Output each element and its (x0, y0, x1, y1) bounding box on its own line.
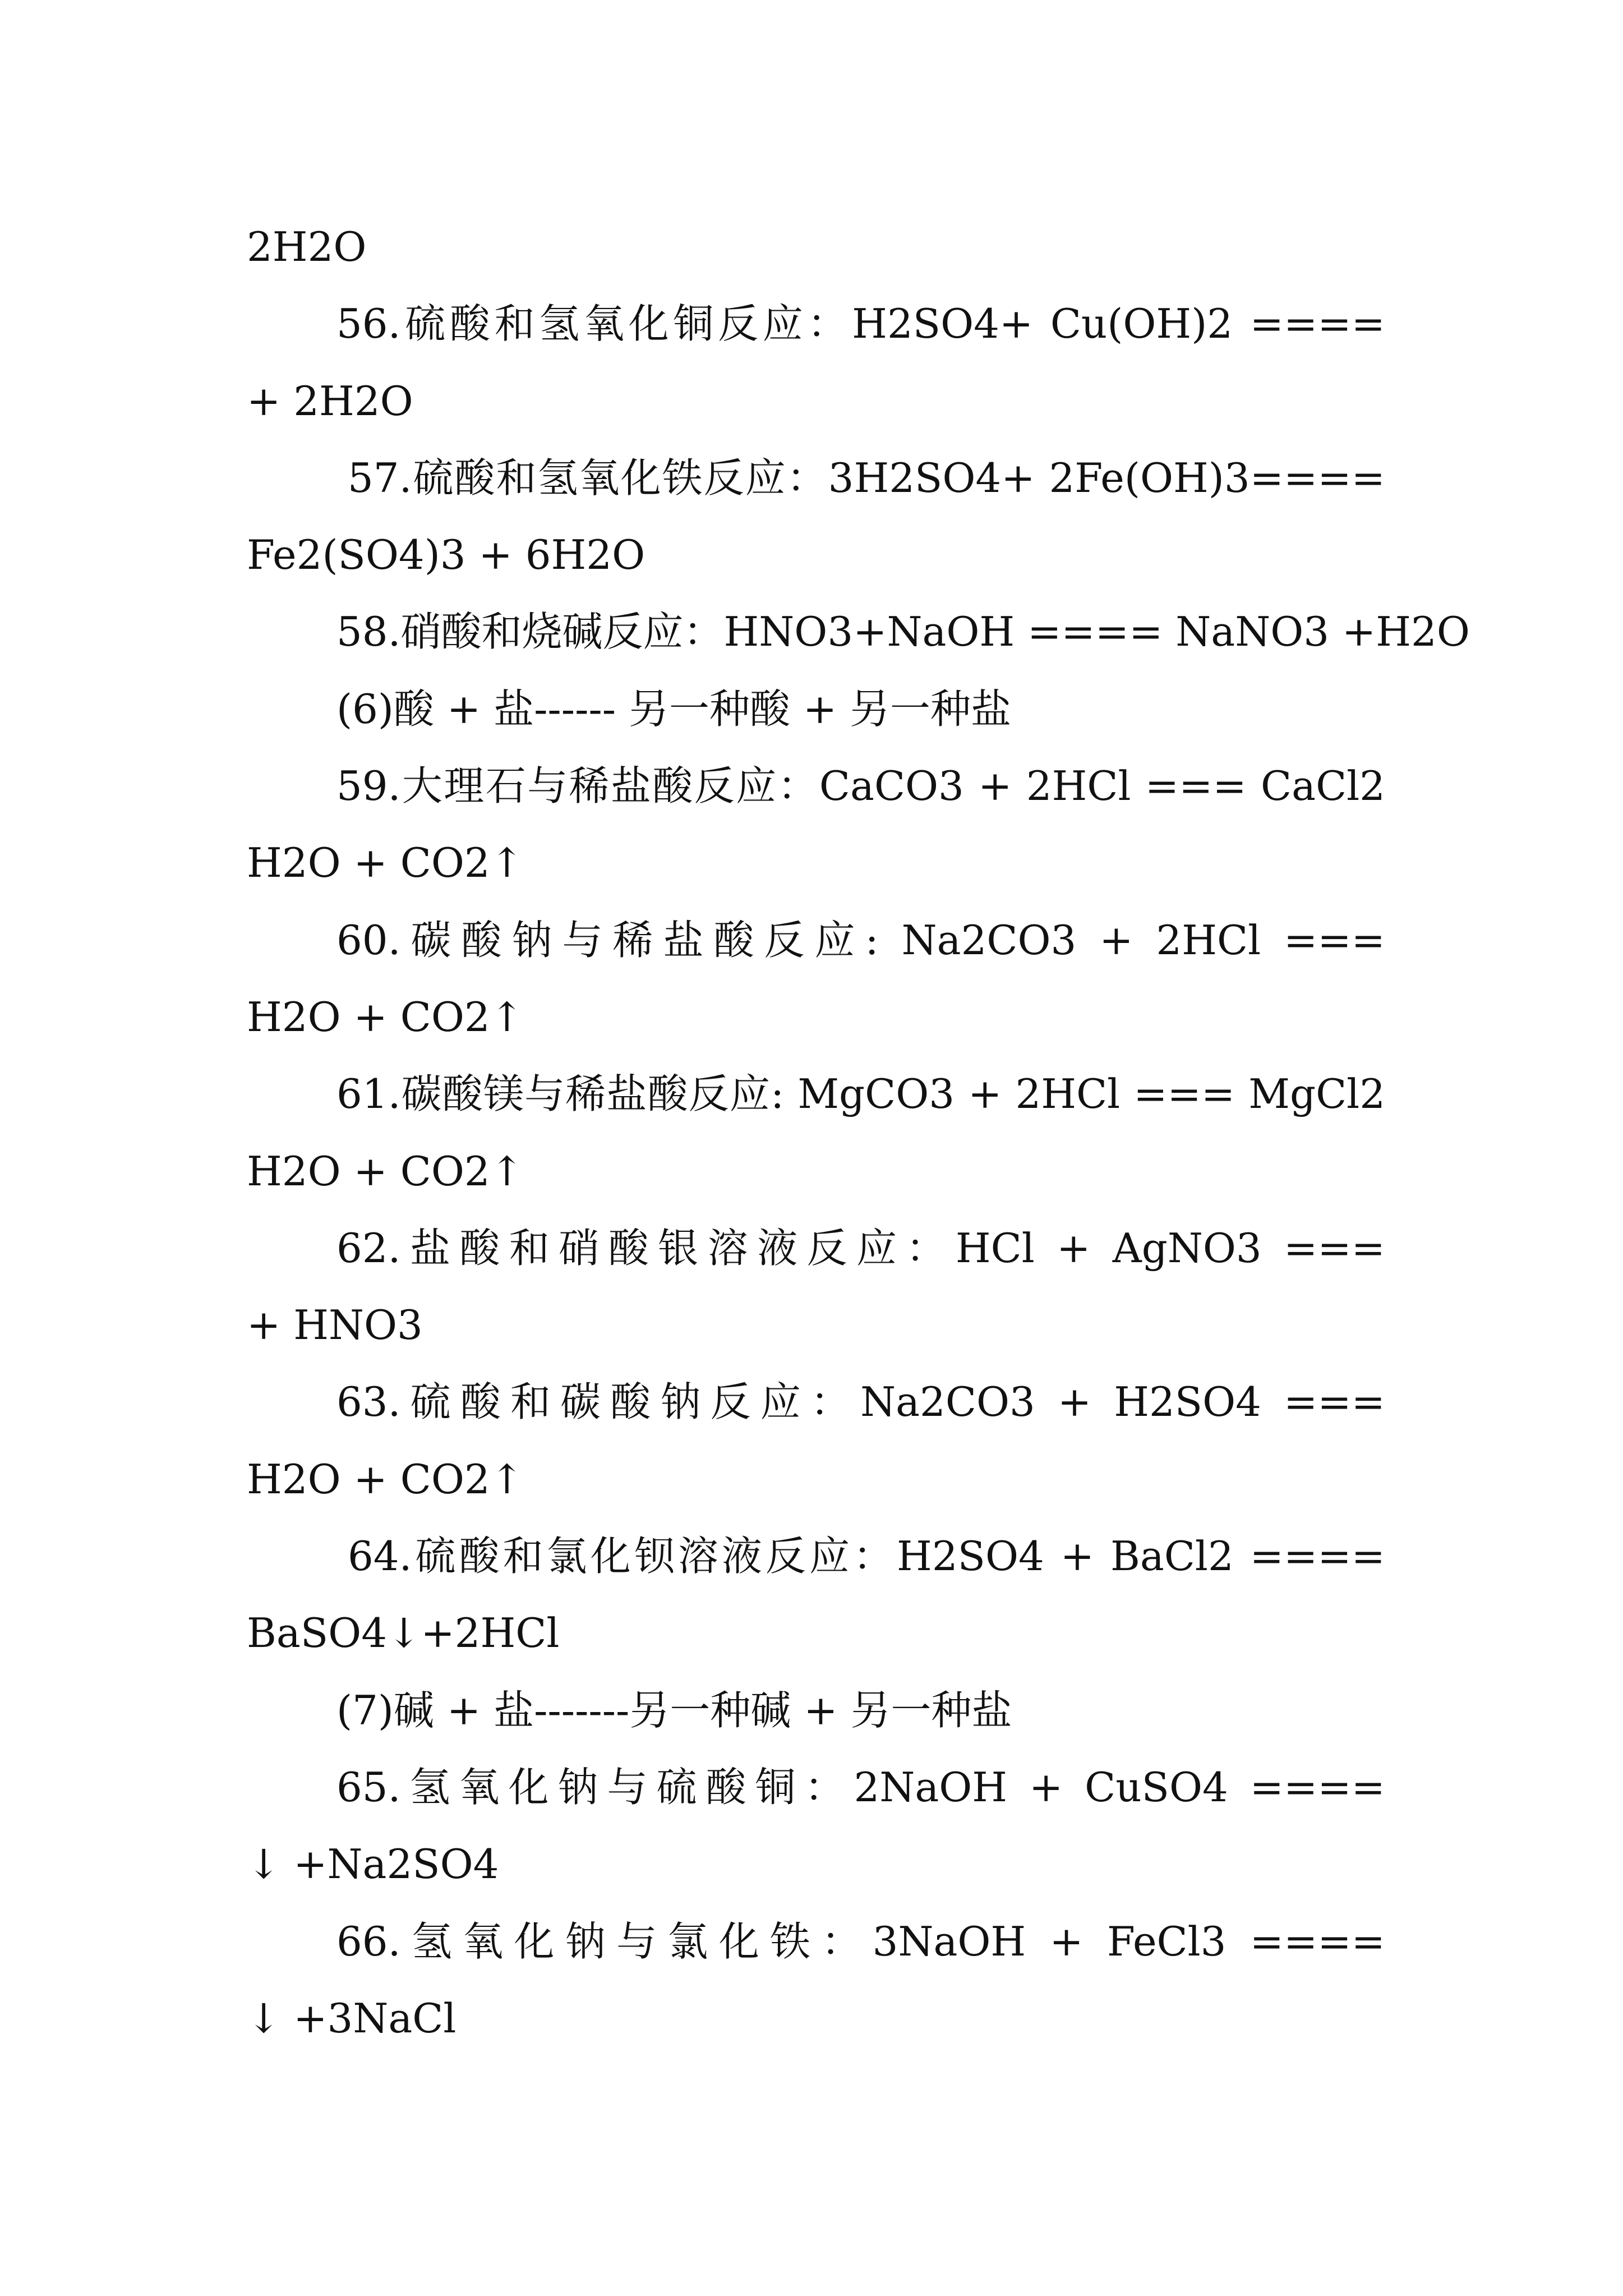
equation-61-line: 61.碳酸镁与稀盐酸反应: MgCO3 + 2HCl === MgCl2 (336, 1070, 1385, 1118)
equation-62-line: 62.盐酸和硝酸银溶液反应：HCl + AgNO3 === (336, 1224, 1385, 1272)
equation-58-line: 58.硝酸和烧碱反应：HNO3+NaOH ==== NaNO3 +H2O (336, 608, 1470, 656)
equation-57-line: 57.硫酸和氢氧化铁反应：3H2SO4+ 2Fe(OH)3==== (348, 454, 1385, 501)
text-line: ↓ +Na2SO4 (247, 1841, 499, 1888)
text-line: 2H2O (247, 223, 367, 270)
equation-59-line: 59.大理石与稀盐酸反应：CaCO3 + 2HCl === CaCl2 (336, 762, 1385, 810)
equation-64-line: 64.硫酸和氯化钡溶液反应：H2SO4 + BaCl2 ==== (348, 1533, 1385, 1580)
equation-56-line: 56.硫酸和氢氧化铜反应：H2SO4+ Cu(OH)2 ==== (336, 300, 1385, 348)
text-line: + 2H2O (247, 377, 413, 425)
equation-66-line: 66.氢氧化钠与氯化铁：3NaOH + FeCl3 ==== (336, 1917, 1385, 1965)
text-line: ↓ +3NaCl (247, 1994, 457, 2042)
text-line: BaSO4↓+2HCl (247, 1609, 560, 1657)
text-line: H2O + CO2↑ (247, 1147, 524, 1195)
text-line: H2O + CO2↑ (247, 993, 524, 1041)
equation-60-line: 60.碳酸钠与稀盐酸反应: Na2CO3 + 2HCl === (336, 916, 1385, 964)
equation-65-line: 65.氢氧化钠与硫酸铜：2NaOH + CuSO4 ==== (336, 1763, 1385, 1811)
text-line: H2O + CO2↑ (247, 839, 524, 887)
text-line: Fe2(SO4)3 + 6H2O (247, 531, 645, 579)
document-body (247, 209, 1470, 2057)
equation-63-line: 63.硫酸和碳酸钠反应：Na2CO3 + H2SO4 === (336, 1378, 1385, 1426)
section-heading-6: (6)酸 + 盐------ 另一种酸 + 另一种盐 (336, 685, 1012, 733)
text-line: H2O + CO2↑ (247, 1455, 524, 1503)
text-line: + HNO3 (247, 1301, 423, 1349)
section-heading-7: (7)碱 + 盐-------另一种碱 + 另一种盐 (336, 1686, 1012, 1734)
